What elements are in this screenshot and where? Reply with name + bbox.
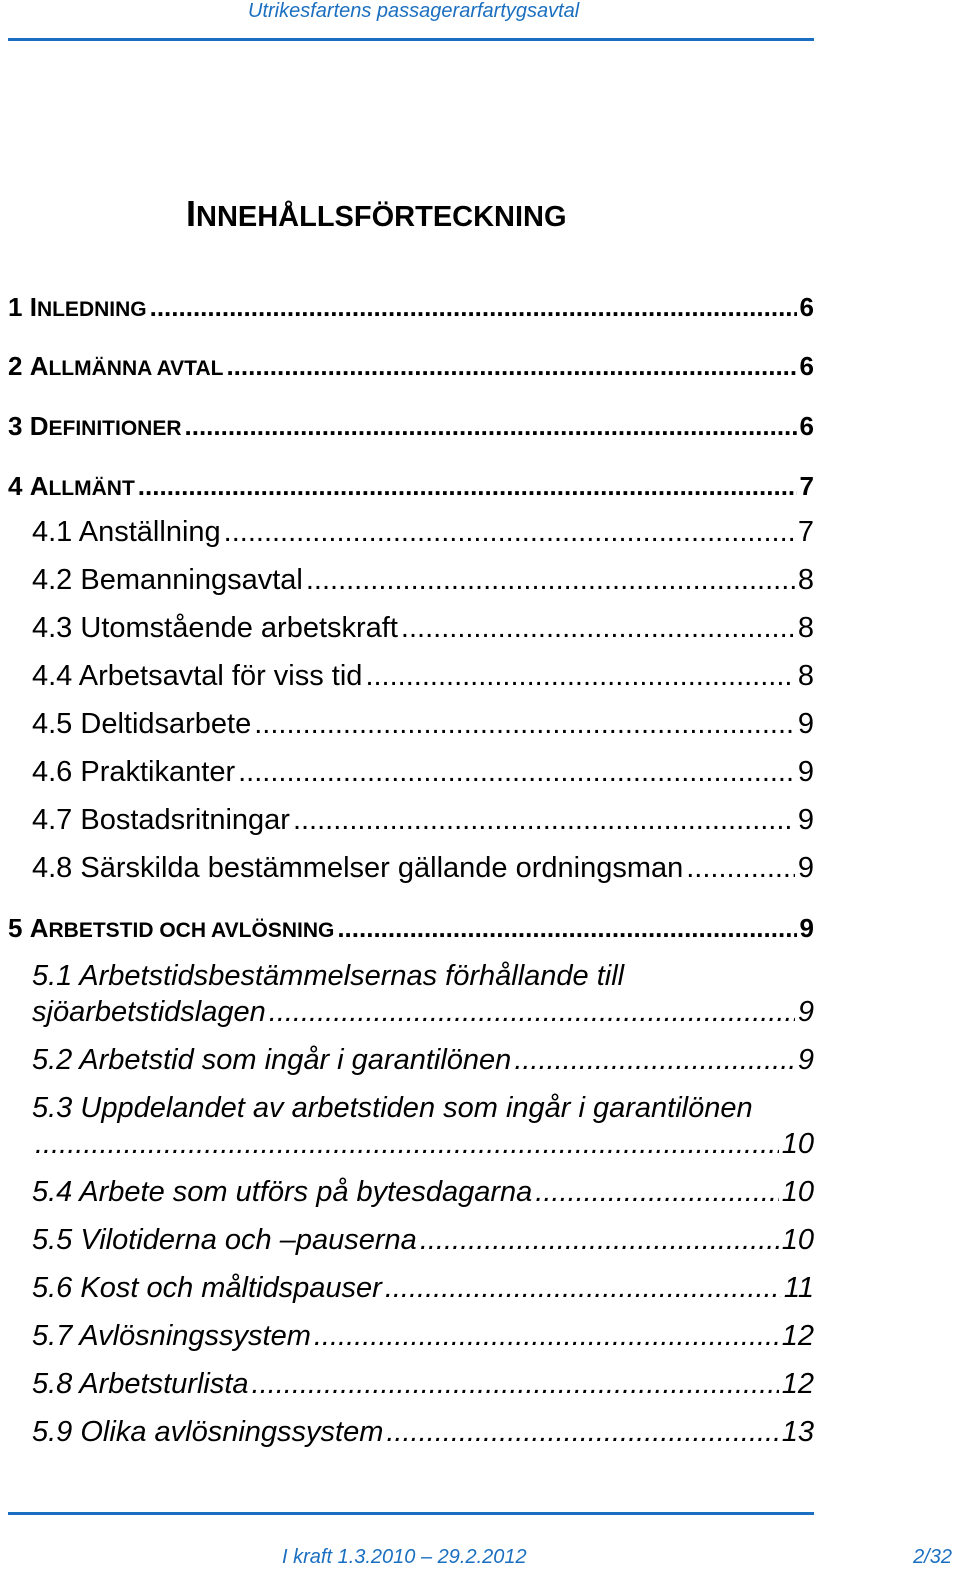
toc-entry-5-1-line1[interactable]: 5.1 Arbetstidsbestämmelsernas förhållande till xyxy=(32,960,625,992)
page-counter: 2/32 xyxy=(913,1546,952,1568)
title-initial: I xyxy=(186,193,197,234)
toc-entry-number: 5 xyxy=(8,913,23,943)
toc-entry-text: 5.7 Avlösningssystem xyxy=(32,1320,311,1352)
toc-entry-text: 5.9 Olika avlösningssystem xyxy=(32,1416,384,1448)
toc-entry-text: 4.1 Anställning xyxy=(32,516,221,548)
toc-page-number: 7 xyxy=(797,516,814,548)
dot-leader xyxy=(293,804,795,837)
toc-entry-number: 3 xyxy=(8,411,23,441)
toc-page-number: 9 xyxy=(797,756,814,788)
toc-page-number: 7 xyxy=(799,471,814,501)
toc-page-number: 9 xyxy=(797,804,814,836)
toc-entry-4-5[interactable] xyxy=(32,708,814,741)
toc-entry-4-1[interactable] xyxy=(32,516,814,549)
toc-entry-5-3[interactable] xyxy=(32,1128,814,1161)
dot-leader xyxy=(224,516,795,549)
dot-leader xyxy=(254,708,795,741)
toc-entry-number: 1 xyxy=(8,292,23,322)
toc-entry-rest: NLEDNING xyxy=(36,298,147,321)
toc-entry-4-7[interactable] xyxy=(32,804,814,837)
toc-entry-number: 4 xyxy=(8,471,23,501)
dot-leader xyxy=(401,612,795,645)
toc-entry-rest: RBETSTID OCH AVLÖSNING xyxy=(48,919,335,942)
toc-entry-text: 5.2 Arbetstid som ingår i garantilönen xyxy=(32,1044,512,1076)
toc-entry-number: 2 xyxy=(8,351,23,381)
toc-entry-text: 4.3 Utomstående arbetskraft xyxy=(32,612,398,644)
dot-leader xyxy=(306,564,795,597)
toc-page-number: 8 xyxy=(797,660,814,692)
dot-leader xyxy=(238,756,795,789)
toc-page-number: 12 xyxy=(781,1368,814,1400)
dot-leader xyxy=(365,660,794,693)
toc-page-number: 6 xyxy=(799,351,814,381)
dot-leader xyxy=(252,1368,779,1401)
dot-leader xyxy=(420,1224,779,1257)
dot-leader xyxy=(386,1416,778,1449)
toc-entry-initial: A xyxy=(29,351,49,381)
dot-leader xyxy=(686,852,795,885)
toc-entry-4-3[interactable] xyxy=(32,612,814,645)
dot-leader xyxy=(269,996,795,1029)
toc-page-number: 9 xyxy=(799,913,814,943)
toc-entry-initial: I xyxy=(29,292,37,322)
title-rest: NNEHÅLLSFÖRTECKNING xyxy=(196,201,567,233)
toc-page-number: 10 xyxy=(781,1176,814,1208)
dot-leader xyxy=(185,411,797,442)
toc-page-number: 12 xyxy=(781,1320,814,1352)
toc-entry-5-4[interactable] xyxy=(32,1176,814,1209)
toc-entry-5-5[interactable] xyxy=(32,1224,814,1257)
toc-page-number: 10 xyxy=(781,1128,814,1160)
dot-leader xyxy=(35,1128,779,1161)
toc-entry-5-3-line1[interactable]: 5.3 Uppdelandet av arbetstiden som ingår i garantilönen xyxy=(32,1092,753,1124)
toc-page-number: 6 xyxy=(799,292,814,322)
toc-entry-text: 4.8 Särskilda bestämmelser gällande ordningsman xyxy=(32,852,684,884)
toc-entry-rest: LLMÄNNA AVTAL xyxy=(48,357,224,380)
toc-entry-4-2[interactable] xyxy=(32,564,814,597)
dot-leader xyxy=(314,1320,779,1353)
toc-entry-text: 5.4 Arbete som utförs på bytesdagarna xyxy=(32,1176,533,1208)
toc-entry-3[interactable] xyxy=(8,411,814,442)
running-header: Utrikesfartens passagerarfartygsavtal xyxy=(248,0,580,22)
toc-entry-text: 4.2 Bemanningsavtal xyxy=(32,564,303,596)
toc-page-number: 10 xyxy=(781,1224,814,1256)
toc-page-number: 9 xyxy=(797,996,814,1028)
toc-page-number: 11 xyxy=(783,1272,814,1304)
dot-leader xyxy=(138,471,797,502)
toc-entry-rest: EFINITIONER xyxy=(48,417,182,440)
toc-entry-text: 5.6 Kost och måltidspauser xyxy=(32,1272,382,1304)
toc-entry-text: 5.5 Vilotiderna och –pauserna xyxy=(32,1224,417,1256)
toc-page-number: 8 xyxy=(797,612,814,644)
dot-leader xyxy=(150,292,797,323)
toc-entry-5-9[interactable] xyxy=(32,1416,814,1449)
toc-entry-text: 4.5 Deltidsarbete xyxy=(32,708,252,740)
page-title xyxy=(186,193,567,235)
toc-entry-initial: A xyxy=(29,471,49,501)
dot-leader xyxy=(385,1272,781,1305)
toc-entry-5-6[interactable] xyxy=(32,1272,814,1305)
toc-entry-rest: LLMÄNT xyxy=(48,477,135,500)
toc-entry-4-8[interactable] xyxy=(32,852,814,885)
toc-entry-initial: D xyxy=(29,411,49,441)
toc-entry-5-2[interactable] xyxy=(32,1044,814,1077)
toc-entry-4[interactable] xyxy=(8,471,814,502)
toc-entry-5-7[interactable] xyxy=(32,1320,814,1353)
dot-leader xyxy=(337,913,796,944)
toc-page-number: 6 xyxy=(799,411,814,441)
toc-entry-5-8[interactable] xyxy=(32,1368,814,1401)
toc-entry-text: 4.4 Arbetsavtal för viss tid xyxy=(32,660,363,692)
toc-entry-text: 4.7 Bostadsritningar xyxy=(32,804,290,836)
toc-entry-4-6[interactable] xyxy=(32,756,814,789)
dot-leader xyxy=(535,1176,778,1209)
toc-entry-text: 5.8 Arbetsturlista xyxy=(32,1368,249,1400)
toc-entry-text: 4.6 Praktikanter xyxy=(32,756,236,788)
toc-entry-1[interactable] xyxy=(8,292,814,323)
dot-leader xyxy=(226,351,796,382)
dot-leader xyxy=(514,1044,795,1077)
toc-page-number: 8 xyxy=(797,564,814,596)
toc-page-number: 13 xyxy=(781,1416,814,1448)
toc-page-number: 9 xyxy=(797,1044,814,1076)
toc-entry-initial: A xyxy=(29,913,49,943)
toc-entry-5-1[interactable] xyxy=(32,996,814,1029)
validity-period: I kraft 1.3.2010 – 29.2.2012 xyxy=(282,1546,527,1568)
toc-entry-5[interactable] xyxy=(8,913,814,944)
toc-entry-4-4[interactable] xyxy=(32,660,814,693)
header-rule xyxy=(8,38,814,41)
toc-page-number: 9 xyxy=(797,852,814,884)
toc-entry-2[interactable] xyxy=(8,351,814,382)
toc-entry-text: sjöarbetstidslagen xyxy=(32,996,266,1028)
footer-rule xyxy=(8,1512,814,1515)
toc-page-number: 9 xyxy=(797,708,814,740)
